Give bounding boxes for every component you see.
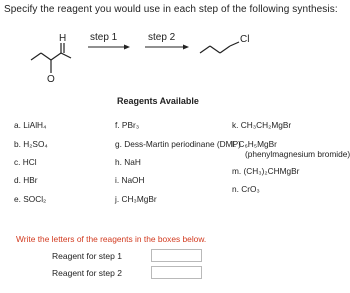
step2-arrow <box>145 45 189 50</box>
starting-aldehyde-structure <box>31 43 71 73</box>
reagent-f: f. PBr₃ <box>115 120 140 130</box>
aldehyde-h-label: H <box>59 33 67 44</box>
reagent-h: h. NaH <box>115 157 141 167</box>
instructions-text: Write the letters of the reagents in the boxes below. <box>16 234 207 244</box>
reagent-a: a. LiAlH₄ <box>14 120 47 130</box>
reagent-m: m. (CH₃)₂CHMgBr <box>232 166 300 176</box>
reagent-c: c. HCl <box>14 157 37 167</box>
step2-answer-box[interactable] <box>151 266 202 279</box>
step2-label: step 2 <box>148 32 176 43</box>
step1-answer-label: Reagent for step 1 <box>52 251 122 261</box>
reagent-i: i. NaOH <box>115 175 145 185</box>
step1-label: step 1 <box>90 32 118 43</box>
reagent-j: j. CH₃MgBr <box>115 194 157 204</box>
step2-answer-label: Reagent for step 2 <box>52 268 122 278</box>
reagent-e: e. SOCl₂ <box>14 194 47 204</box>
step1-arrow <box>88 45 130 50</box>
reagent-l-note: (phenylmagnesium bromide) <box>245 149 350 159</box>
reagent-k: k. CH₃CH₂MgBr <box>232 120 292 130</box>
reagent-d: d. HBr <box>14 175 38 185</box>
step1-answer-box[interactable] <box>151 249 202 262</box>
reagent-n: n. CrO₃ <box>232 184 260 194</box>
question-text: Specify the reagent you would use in each step of the following synthesis: <box>4 4 338 15</box>
product-cl-label: Cl <box>240 34 250 45</box>
aldehyde-o-label: O <box>47 74 55 85</box>
reagent-b: b. H₂SO₄ <box>14 139 48 149</box>
reagents-title: Reagents Available <box>117 96 199 106</box>
reaction-scheme <box>0 0 350 95</box>
reagent-g: g. Dess-Martin periodinane (DMP) <box>115 139 241 149</box>
product-alkyl-chloride-structure <box>200 42 239 53</box>
reagent-l: l. C₆H₅MgBr <box>232 139 277 149</box>
